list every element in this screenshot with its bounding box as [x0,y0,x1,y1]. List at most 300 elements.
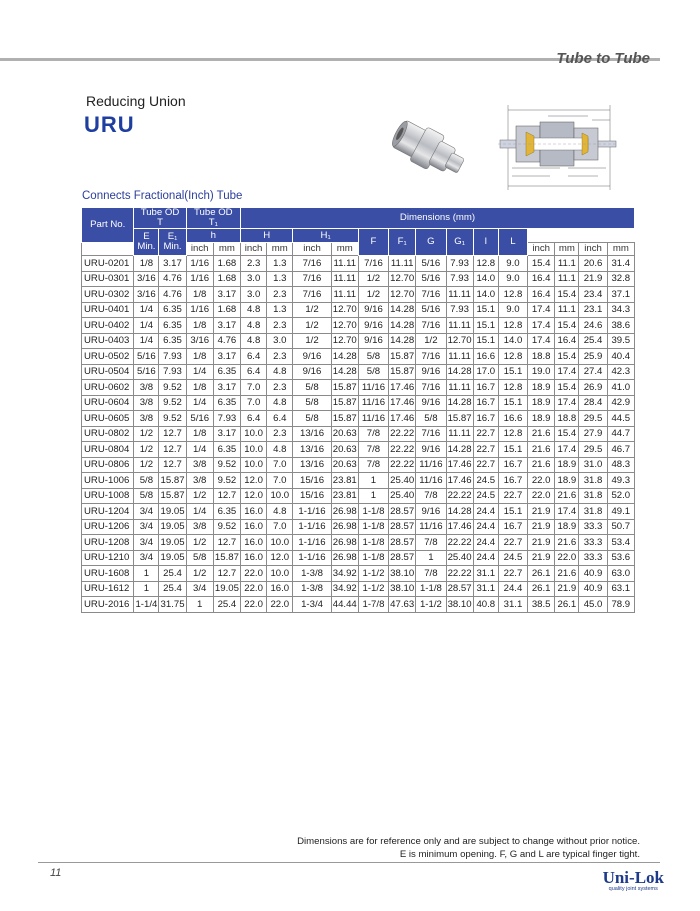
product-name: Reducing Union [86,93,186,109]
table-row [82,473,635,489]
table-cell: 11.1 [555,302,579,318]
header-tube-od1 [186,208,240,229]
table-cell: 32.8 [607,271,634,287]
table-cell: 10.0 [267,566,293,582]
table-cell: 7.0 [241,395,267,411]
table-cell: 15.87 [159,488,186,504]
table-cell: 16.0 [241,535,267,551]
table-cell: 15.87 [389,349,416,365]
part-number-cell: URU-0302 [82,287,134,303]
table-cell: 28.57 [389,519,416,535]
table-cell: 1-3/8 [293,581,331,597]
table-cell: 11.1 [555,256,579,272]
table-cell: 14.28 [446,395,473,411]
table-cell: 22.22 [389,442,416,458]
table-cell: 2.3 [267,380,293,396]
table-cell: 26.98 [331,535,358,551]
table-cell: 6.4 [241,411,267,427]
part-number-cell: URU-0804 [82,442,134,458]
table-cell: 1/8 [186,287,213,303]
table-cell: 7/8 [416,535,446,551]
table-cell: 15.87 [331,411,358,427]
part-number-cell: URU-0504 [82,364,134,380]
part-number-cell: URU-0402 [82,318,134,334]
table-cell: 9/16 [416,504,446,520]
table-row [82,256,635,272]
table-cell: 17.46 [389,380,416,396]
table-cell: 15.1 [498,504,527,520]
table-row [82,364,635,380]
footnote-1: Dimensions are for reference only and are subject to change without prior notice. [297,836,640,847]
table-cell: 19.05 [159,535,186,551]
table-cell: 29.5 [579,442,607,458]
table-cell: 5/8 [134,473,159,489]
table-cell: 10.0 [267,488,293,504]
table-cell: 15/16 [293,473,331,489]
table-cell: 12.70 [446,333,473,349]
unit-inch: inch [186,243,213,256]
table-cell: 20.63 [331,457,358,473]
table-cell: 5/8 [358,364,388,380]
table-row [82,380,635,396]
table-cell: 26.1 [528,581,555,597]
table-cell: 42.9 [607,395,634,411]
table-cell: 3/8 [186,519,213,535]
table-row [82,581,635,597]
table-cell: 22.22 [389,426,416,442]
table-cell: 16.7 [498,519,527,535]
table-body [82,256,635,613]
part-number-cell: URU-1006 [82,473,134,489]
table-cell: 11.11 [446,426,473,442]
part-number-cell: URU-2016 [82,597,134,613]
table-cell: 49.3 [607,473,634,489]
table-cell: 19.05 [213,581,240,597]
table-cell: 6.35 [159,302,186,318]
table-cell: 12.70 [389,271,416,287]
table-cell: 7/8 [358,442,388,458]
table-cell: 3.0 [267,333,293,349]
table-cell: 19.05 [159,550,186,566]
table-cell: 1.3 [267,256,293,272]
table-cell: 22.7 [498,488,527,504]
table-cell: 3/8 [134,395,159,411]
table-cell: 16.7 [473,411,498,427]
table-cell: 1-1/4 [134,597,159,613]
table-cell: 21.9 [528,504,555,520]
part-number-cell: URU-0802 [82,426,134,442]
table-cell: 9/16 [358,333,388,349]
table-cell: 15.4 [555,318,579,334]
table-cell: 48.3 [607,457,634,473]
table-cell: 1/2 [134,426,159,442]
table-cell: 1-1/2 [358,566,388,582]
table-cell: 21.9 [579,271,607,287]
table-cell: 5/16 [134,349,159,365]
table-cell: 3/8 [134,411,159,427]
header-h: h [186,229,240,243]
table-cell: 25.40 [446,550,473,566]
table-cell: 12.8 [498,349,527,365]
table-cell: 41.0 [607,380,634,396]
table-cell: 18.9 [528,395,555,411]
table-cell: 3.17 [213,426,240,442]
logo-tagline: quality joint systems [608,886,658,892]
table-cell: 1/2 [293,333,331,349]
tube-od-sub: T [157,217,163,229]
table-cell: 16.0 [267,581,293,597]
footnote-2: E is minimum opening. F, G and L are typical finger tight. [399,849,640,860]
table-cell: 22.22 [446,535,473,551]
part-number-cell: URU-0604 [82,395,134,411]
table-cell: 1 [186,597,213,613]
table-cell: 16.4 [555,333,579,349]
table-cell: 24.4 [473,504,498,520]
unit-blank [82,243,134,256]
table-cell: 26.1 [555,597,579,613]
table-row [82,302,635,318]
tube-od1-label: Tube OD [194,207,233,218]
table-cell: 21.6 [555,535,579,551]
table-cell: 7/16 [293,287,331,303]
table-cell: 17.46 [389,411,416,427]
page-number: 11 [50,867,62,879]
table-cell: 4.76 [213,333,240,349]
table-cell: 16.0 [241,519,267,535]
table-cell: 2.3 [267,349,293,365]
table-cell: 3.0 [241,287,267,303]
table-cell: 9/16 [416,442,446,458]
table-cell: 5/16 [134,364,159,380]
table-cell: 17.4 [555,395,579,411]
table-cell: 28.4 [579,395,607,411]
table-cell: 38.10 [389,566,416,582]
table-cell: 5/8 [358,349,388,365]
table-row [82,457,635,473]
table-cell: 12.70 [331,318,358,334]
table-cell: 49.1 [607,504,634,520]
table-cell: 44.5 [607,411,634,427]
table-cell: 17.0 [473,364,498,380]
table-cell: 34.3 [607,302,634,318]
table-cell: 3/16 [134,271,159,287]
table-cell: 12.7 [159,426,186,442]
table-cell: 37.1 [607,287,634,303]
table-cell: 33.3 [579,550,607,566]
table-cell: 4.8 [241,302,267,318]
table-cell: 25.40 [389,473,416,489]
table-cell: 7.0 [267,519,293,535]
dimensions-table [81,207,635,613]
part-number-cell: URU-1208 [82,535,134,551]
table-cell: 26.98 [331,550,358,566]
table-cell: 7/16 [416,380,446,396]
table-cell: 25.9 [579,349,607,365]
part-number-cell: URU-1206 [82,519,134,535]
table-cell: 28.57 [446,581,473,597]
part-number-cell: URU-0605 [82,411,134,427]
table-cell: 22.7 [498,566,527,582]
table-cell: 11.11 [331,271,358,287]
table-cell: 1/2 [293,302,331,318]
table-cell: 6.35 [159,333,186,349]
table-cell: 9.52 [159,395,186,411]
table-cell: 10.0 [267,535,293,551]
table-cell: 9.52 [213,519,240,535]
table-cell: 11.1 [555,271,579,287]
table-cell: 9/16 [293,349,331,365]
table-row [82,566,635,582]
table-cell: 20.6 [579,256,607,272]
table-cell: 21.9 [528,550,555,566]
part-number-cell: URU-0602 [82,380,134,396]
table-cell: 5/8 [416,411,446,427]
table-cell: 25.4 [159,581,186,597]
part-number-cell: URU-1204 [82,504,134,520]
table-cell: 17.46 [446,473,473,489]
table-cell: 3/4 [134,519,159,535]
table-cell: 24.4 [473,519,498,535]
table-cell: 38.10 [389,581,416,597]
table-cell: 28.57 [389,550,416,566]
table-cell: 23.1 [579,302,607,318]
table-row [82,426,635,442]
table-cell: 6.35 [159,318,186,334]
table-cell: 7.93 [446,271,473,287]
table-cell: 24.4 [473,535,498,551]
table-cell: 11/16 [416,473,446,489]
header-part-no: Part No. [82,208,134,243]
table-cell: 5/16 [186,411,213,427]
table-cell: 1/4 [134,302,159,318]
table-cell: 4.8 [241,318,267,334]
table-cell: 39.5 [607,333,634,349]
table-cell: 15.87 [389,364,416,380]
table-cell: 1-1/8 [358,550,388,566]
table-cell: 5/8 [293,411,331,427]
table-cell: 1/2 [358,271,388,287]
table-cell: 21.9 [528,535,555,551]
table-cell: 14.28 [446,504,473,520]
table-cell: 23.4 [579,287,607,303]
table-cell: 1/16 [186,302,213,318]
table-cell: 27.4 [579,364,607,380]
table-cell: 3/16 [134,287,159,303]
table-cell: 9/16 [358,302,388,318]
table-cell: 15.1 [473,302,498,318]
table-cell: 5/16 [416,256,446,272]
header-G: G [416,229,446,256]
table-cell: 2.3 [267,287,293,303]
table-cell: 19.05 [159,504,186,520]
table-cell: 15.1 [498,364,527,380]
table-cell: 78.9 [607,597,634,613]
table-cell: 1/2 [186,566,213,582]
table-cell: 1-3/4 [293,597,331,613]
table-cell: 10.0 [241,457,267,473]
table-cell: 1/2 [293,318,331,334]
table-cell: 1/2 [134,457,159,473]
table-cell: 3.17 [159,256,186,272]
table-cell: 1/2 [358,287,388,303]
table-cell: 12.0 [241,473,267,489]
table-row [82,318,635,334]
table-cell: 11/16 [358,411,388,427]
tube-od1-sub: T₁ [208,217,218,229]
table-cell: 26.9 [579,380,607,396]
table-cell: 7/16 [416,349,446,365]
table-cell: 9.0 [498,271,527,287]
header-L: L [498,229,527,256]
table-cell: 1/2 [186,535,213,551]
table-cell: 15.4 [555,380,579,396]
table-cell: 3/4 [134,535,159,551]
table-cell: 16.7 [498,457,527,473]
table-cell: 1/2 [186,488,213,504]
table-cell: 9.52 [159,380,186,396]
table-cell: 34.92 [331,566,358,582]
table-cell: 7.0 [241,380,267,396]
table-cell: 1 [134,566,159,582]
table-cell: 3.17 [213,380,240,396]
table-cell: 1-1/16 [293,535,331,551]
table-cell: 1 [416,550,446,566]
footnotes [297,835,640,861]
table-cell: 31.8 [579,504,607,520]
table-cell: 12.70 [331,302,358,318]
table-cell: 17.46 [446,457,473,473]
table-cell: 45.0 [579,597,607,613]
table-cell: 3.0 [241,271,267,287]
table-cell: 1/4 [186,504,213,520]
table-cell: 26.98 [331,504,358,520]
table-cell: 9.52 [213,473,240,489]
part-number-cell: URU-0403 [82,333,134,349]
table-cell: 9/16 [358,318,388,334]
table-cell: 26.1 [528,566,555,582]
table-cell: 22.0 [241,566,267,582]
table-cell: 9/16 [293,364,331,380]
unit-mm: mm [607,243,634,256]
table-cell: 16.6 [473,349,498,365]
section-title: Tube to Tube [556,50,650,67]
header-F1: F₁ [389,229,416,256]
table-cell: 9.0 [498,256,527,272]
logo-name: Uni-Lok [602,868,664,887]
table-cell: 7.0 [267,473,293,489]
table-cell: 7/8 [358,457,388,473]
part-number-cell: URU-0201 [82,256,134,272]
table-cell: 12.70 [331,333,358,349]
header-F: F [358,229,388,256]
table-cell: 14.28 [331,349,358,365]
table-cell: 15.1 [498,395,527,411]
table-cell: 7.93 [446,256,473,272]
table-cell: 13/16 [293,457,331,473]
table-cell: 20.63 [331,426,358,442]
table-cell: 1-1/8 [358,519,388,535]
table-cell: 5/8 [293,380,331,396]
table-row [82,535,635,551]
table-cell: 5/8 [293,395,331,411]
table-cell: 1-1/8 [358,504,388,520]
table-cell: 3/8 [186,473,213,489]
table-cell: 1/2 [416,333,446,349]
header-H: H [241,229,293,243]
table-cell: 4.8 [267,395,293,411]
table-cell: 7/16 [416,318,446,334]
table-cell: 18.8 [528,349,555,365]
table-cell: 7.0 [267,457,293,473]
table-cell: 6.4 [241,364,267,380]
table-cell: 6.35 [213,395,240,411]
table-cell: 1/8 [186,380,213,396]
header-G1: G₁ [446,229,473,256]
table-cell: 15.87 [331,380,358,396]
table-cell: 22.0 [241,597,267,613]
table-cell: 34.92 [331,581,358,597]
table-cell: 19.05 [159,519,186,535]
table-row [82,411,635,427]
table-cell: 1-7/8 [358,597,388,613]
footer-rule [38,862,660,863]
table-cell: 14.28 [389,318,416,334]
table-cell: 1/8 [186,426,213,442]
part-number-cell: URU-0502 [82,349,134,365]
table-cell: 22.0 [555,550,579,566]
table-cell: 7/16 [358,256,388,272]
table-cell: 12.8 [473,256,498,272]
table-row [82,395,635,411]
table-cell: 21.6 [555,566,579,582]
table-cell: 11/16 [416,457,446,473]
table-cell: 25.4 [213,597,240,613]
table-cell: 31.4 [607,256,634,272]
table-cell: 15.87 [159,473,186,489]
table-cell: 1/16 [186,256,213,272]
table-cell: 22.0 [528,488,555,504]
table-cell: 1-1/16 [293,504,331,520]
table-cell: 12.7 [159,457,186,473]
table-cell: 40.4 [607,349,634,365]
table-cell: 1 [134,581,159,597]
table-cell: 44.7 [607,426,634,442]
table-cell: 3/4 [134,550,159,566]
table-cell: 6.4 [267,411,293,427]
table-cell: 63.0 [607,566,634,582]
table-cell: 4.8 [267,504,293,520]
table-cell: 3/8 [186,457,213,473]
table-cell: 7.93 [159,364,186,380]
table-cell: 21.6 [528,457,555,473]
table-cell: 15/16 [293,488,331,504]
table-cell: 6.35 [213,442,240,458]
table-cell: 25.4 [579,333,607,349]
table-cell: 12.8 [498,318,527,334]
table-cell: 15.4 [555,349,579,365]
table-cell: 50.7 [607,519,634,535]
table-cell: 16.6 [498,411,527,427]
table-cell: 38.10 [446,597,473,613]
table-cell: 7/8 [416,566,446,582]
table-row [82,271,635,287]
table-cell: 23.81 [331,473,358,489]
table-cell: 7/16 [416,287,446,303]
table-cell: 14.0 [473,271,498,287]
table-cell: 2.3 [241,256,267,272]
table-cell: 1 [358,473,388,489]
header-dimensions: Dimensions (mm) [241,208,635,229]
